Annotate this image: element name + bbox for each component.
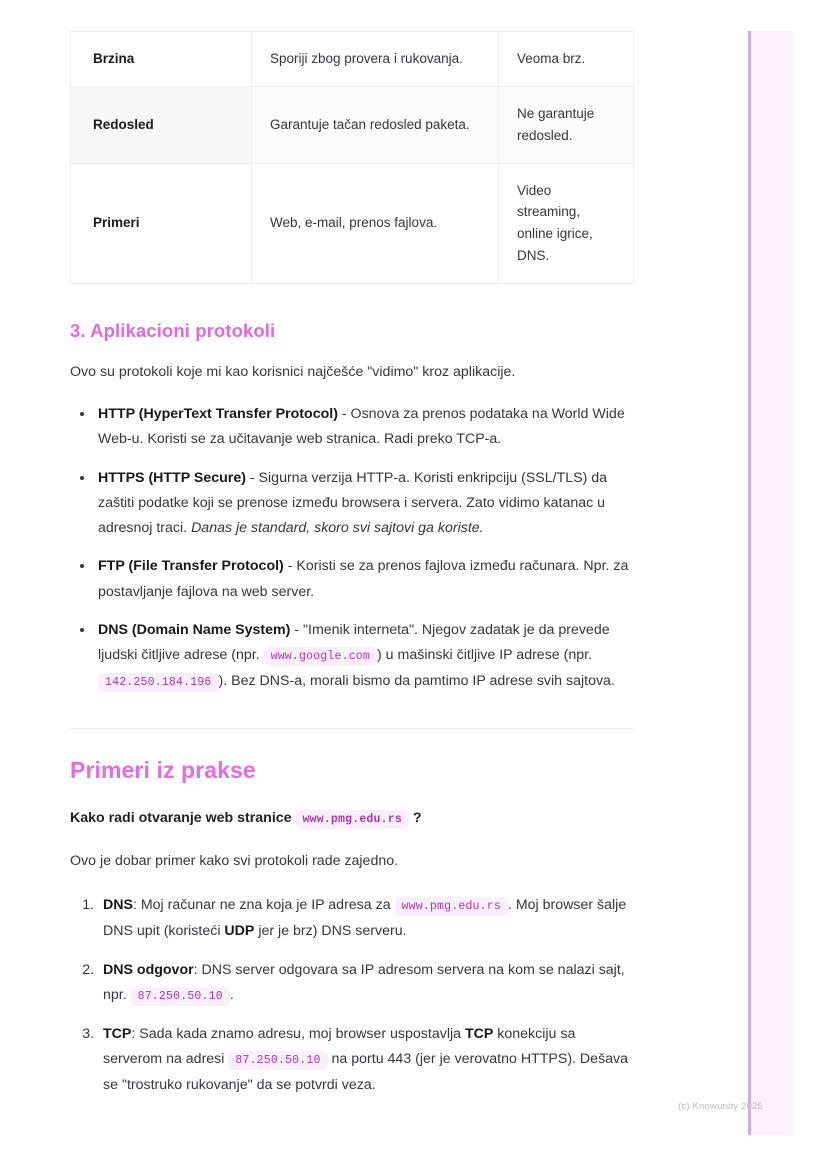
section-heading-primeri-iz-prakse: Primeri iz prakse	[70, 756, 256, 783]
practice-intro-paragraph: Ovo je dobar primer kako svi protokoli rade zajedno.	[70, 853, 399, 870]
code-chip-pmg-domain: www.pmg.edu.rs	[296, 810, 409, 829]
code-chip-google-ip: 142.250.184.196	[98, 673, 219, 692]
list-item	[95, 466, 634, 542]
row-tcp-value: Web, e-mail, prenos fajlova.	[252, 163, 499, 283]
bullet-body-part-3: ). Bez DNS-a, morali bismo da pamtimo IP adrese svih sajtova.	[218, 672, 615, 689]
copyright-watermark: (c) Knowunity 2025	[678, 1101, 763, 1112]
table-row	[71, 32, 634, 87]
list-item	[98, 893, 634, 944]
step-body-part-1: : Moj računar ne zna koja je IP adresa za	[132, 897, 395, 914]
step-body-part-2: .	[229, 987, 234, 1004]
step-term: DNS odgovor	[103, 961, 194, 978]
row-udp-value: Video streaming, online igrice, DNS.	[499, 163, 634, 283]
code-chip-server-ip: 87.250.50.10	[131, 987, 230, 1006]
row-udp-value: Veoma brz.	[499, 32, 634, 87]
row-label: Brzina	[71, 32, 252, 87]
bullet-term: HTTP (HyperText Transfer Protocol)	[98, 406, 338, 423]
section-heading-aplikacioni-protokoli: 3. Aplikacioni protokoli	[70, 320, 276, 342]
row-tcp-value: Sporiji zbog provera i rukovanja.	[252, 32, 499, 87]
step-body-part-3: jer je brz) DNS serveru.	[254, 922, 407, 939]
table-row	[71, 86, 634, 163]
step-body-part-1: : Sada kada znamo adresu, moj browser uspostavlja	[131, 1025, 465, 1042]
practice-steps-list	[70, 893, 634, 1098]
practice-question-text-after: ?	[408, 809, 422, 826]
bullet-body-part-2: ) u mašinski čitljive IP adrese (npr.	[377, 647, 593, 664]
code-chip-pmg-domain: www.pmg.edu.rs	[395, 897, 508, 916]
bullet-term: HTTPS (HTTP Secure)	[98, 469, 246, 486]
protocol-comparison-table	[70, 31, 634, 284]
bullet-body: - Sigurna verzija HTTP-a. Koristi enkripciju (SSL/TLS) da zaštiti podatke koji se prenose između browsera i servera. Zato vidimo katanac u adresnoj traci.	[98, 469, 608, 537]
code-chip-google-domain: www.google.com	[264, 647, 377, 666]
step-body-part-3: na portu 443 (jer je verovatno HTTPS). Dešava se "trostruko rukovanje" da se potvrdi veza.	[103, 1051, 629, 1093]
list-item	[95, 618, 634, 694]
bullet-body: - Osnova za prenos podataka na World Wide Web-u. Koristi se za učitavanje web stranica. Radi preko TCP-a.	[98, 406, 625, 448]
decorative-side-strip	[748, 31, 793, 1135]
bullet-italic-note: Danas je standard, skoro svi sajtovi ga koriste.	[191, 520, 484, 537]
step-body-part-2: . Moj browser šalje DNS upit (koristeći	[103, 897, 627, 939]
row-label: Redosled	[71, 86, 252, 163]
list-item	[98, 1022, 634, 1099]
list-item	[95, 402, 634, 453]
step-body-part-2: konekciju sa serverom na adresi	[103, 1025, 576, 1068]
bullet-body-part-1: - "Imenik interneta". Njegov zadatak je da prevede ljudski čitljive adrese (npr.	[98, 621, 610, 664]
step-emphasis-udp: UDP	[224, 922, 255, 939]
row-tcp-value: Garantuje tačan redosled paketa.	[252, 86, 499, 163]
step-emphasis-tcp: TCP	[464, 1025, 494, 1042]
practice-question	[70, 806, 634, 832]
step-body-part-1: : DNS server odgovara sa IP adresom servera na kom se nalazi sajt, npr.	[103, 961, 625, 1004]
section-intro-paragraph: Ovo su protokoli koje mi kao korisnici najčešće "vidimo" kroz aplikacije.	[70, 364, 516, 381]
step-term: DNS	[103, 897, 133, 914]
practice-question-text-before: Kako radi otvaranje web stranice	[70, 809, 296, 826]
bullet-term: FTP (File Transfer Protocol)	[98, 558, 284, 575]
code-chip-server-ip: 87.250.50.10	[228, 1051, 327, 1070]
list-item	[95, 554, 634, 605]
table-row	[71, 163, 634, 283]
bullet-body: - Koristi se za prenos fajlova između računara. Npr. za postavljanje fajlova na web server.	[98, 558, 629, 600]
row-udp-value: Ne garantuje redosled.	[499, 86, 634, 163]
protocol-bullet-list	[70, 402, 634, 694]
bullet-term: DNS (Domain Name System)	[98, 621, 291, 638]
row-label: Primeri	[71, 163, 252, 283]
list-item	[98, 958, 634, 1009]
step-term: TCP	[103, 1025, 132, 1042]
document-content	[70, 31, 634, 1111]
section-divider	[70, 728, 634, 729]
